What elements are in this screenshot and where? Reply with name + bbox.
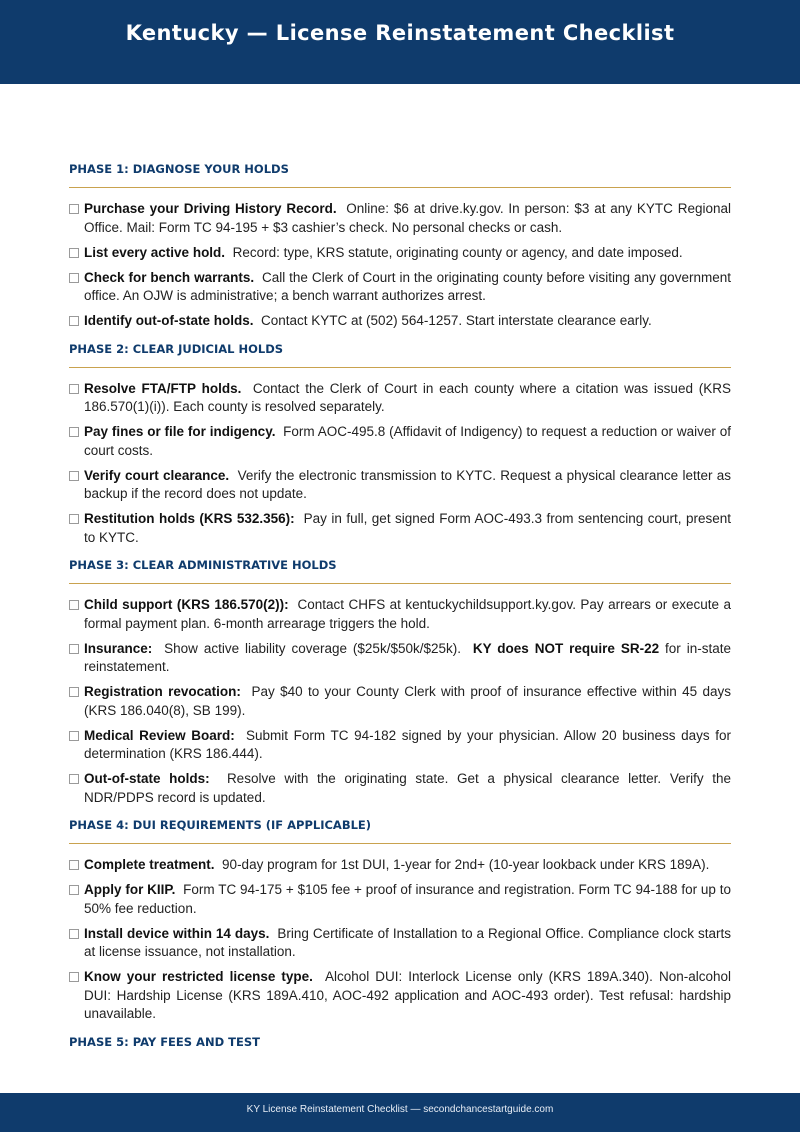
checklist-item xyxy=(69,640,731,677)
item-lead: Know your restricted license type. xyxy=(84,969,313,984)
checkbox[interactable] xyxy=(69,204,79,214)
checklist-item xyxy=(69,596,731,633)
item-lead: Apply for KIIP. xyxy=(84,882,176,897)
checklist-item xyxy=(69,925,731,962)
item-text-continued: for in-state reinstatement. xyxy=(84,640,731,674)
checklist-item xyxy=(69,200,731,237)
item-text: Alcohol DUI: Interlock License only (KRS 189A.340). Non-alcohol DUI: Hardship License (KRS 189A.410, AOC-492 application and AOC-493 order). Test refusal: hardship unavailable. xyxy=(84,969,731,1021)
checkbox[interactable] xyxy=(69,644,79,654)
item-lead: Identify out-of-state holds. xyxy=(84,313,254,328)
checklist-item xyxy=(69,380,731,417)
checklist-item xyxy=(69,423,731,460)
phase-section xyxy=(69,556,731,807)
phase-divider xyxy=(69,843,731,844)
checklist-item xyxy=(69,770,731,807)
item-lead: Out-of-state holds: xyxy=(84,771,210,786)
item-lead: Registration revocation: xyxy=(84,684,241,699)
checklist-item xyxy=(69,727,731,764)
checkbox[interactable] xyxy=(69,731,79,741)
item-text: Contact CHFS at kentuckychildsupport.ky.gov. Pay arrears or execute a formal payment plan. 6-month arrearage triggers the hold. xyxy=(84,597,731,631)
checklist-item xyxy=(69,968,731,1024)
item-lead: Resolve FTA/FTP holds. xyxy=(84,380,242,396)
phase-section xyxy=(69,816,731,1024)
footer-text: KY License Reinstatement Checklist — secondchancestartguide.com xyxy=(246,1104,554,1115)
checkbox[interactable] xyxy=(69,248,79,258)
checkbox[interactable] xyxy=(69,687,79,697)
item-lead: Purchase your Driving History Record. xyxy=(84,201,337,216)
checkbox[interactable] xyxy=(69,600,79,610)
checklist-item xyxy=(69,881,731,918)
checkbox[interactable] xyxy=(69,860,79,870)
checklist-item xyxy=(69,269,731,306)
item-text: Verify the electronic transmission to KYTC. Request a physical clearance letter as backup if the record does not update. xyxy=(84,467,731,501)
item-text: Call the Clerk of Court in the originating county before visiting any government office. An OJW is administrative; a bench warrant authorizes arrest. xyxy=(84,269,731,303)
item-text: Form AOC-495.8 (Affidavit of Indigency) to request a reduction or waiver of court costs. xyxy=(84,424,731,458)
page-footer xyxy=(0,1093,800,1132)
phase-divider xyxy=(69,187,731,188)
item-text: Show active liability coverage ($25k/$50k/$25k). xyxy=(164,640,461,656)
checklist-item xyxy=(69,312,731,331)
checkbox[interactable] xyxy=(69,471,79,481)
page-header xyxy=(0,0,800,84)
checklist-content xyxy=(69,160,731,1052)
checklist-item xyxy=(69,244,731,263)
item-text: Submit Form TC 94-182 signed by your physician. Allow 20 business days for determination (KRS 186.444). xyxy=(84,727,731,761)
item-text: Form TC 94-175 + $105 fee + proof of insurance and registration. Form TC 94-188 for up to 50% fee reduction. xyxy=(84,882,732,916)
item-text: Pay $40 to your County Clerk with proof of insurance effective within 45 days (KRS 186.040(8), SB 199). xyxy=(84,684,731,718)
checkbox[interactable] xyxy=(69,514,79,524)
checkbox[interactable] xyxy=(69,929,79,939)
item-lead: List every active hold. xyxy=(84,244,226,260)
checkbox[interactable] xyxy=(69,774,79,784)
phase-section xyxy=(69,340,731,548)
item-lead: Install device within 14 days. xyxy=(84,925,270,941)
checklist-item xyxy=(69,467,731,504)
item-lead: Pay fines or file for indigency. xyxy=(84,424,276,439)
checklist-item xyxy=(69,510,731,547)
phase-title: PHASE 1: DIAGNOSE YOUR HOLDS xyxy=(69,162,289,176)
item-lead: Medical Review Board: xyxy=(84,727,235,743)
phase-title: PHASE 4: DUI REQUIREMENTS (IF APPLICABLE) xyxy=(69,818,372,832)
phase-section xyxy=(69,1033,731,1052)
checklist-item xyxy=(69,856,731,875)
checklist-item xyxy=(69,683,731,720)
phase-title: PHASE 5: PAY FEES AND TEST xyxy=(69,1034,260,1049)
page-title: Kentucky — License Reinstatement Checklist xyxy=(125,21,675,45)
item-text: Pay in full, get signed Form AOC-493.3 from sentencing court, present to KYTC. xyxy=(84,511,731,545)
item-lead: Verify court clearance. xyxy=(84,467,230,483)
checkbox[interactable] xyxy=(69,885,79,895)
item-emphasis: KY does NOT require SR-22 xyxy=(472,640,660,656)
item-lead: Check for bench warrants. xyxy=(84,269,255,285)
item-text: Contact the Clerk of Court in each county where a citation was issued (KRS 186.570(1)(i)). Each county is resolved separately. xyxy=(84,380,731,414)
checkbox[interactable] xyxy=(69,384,79,394)
phase-divider xyxy=(69,583,731,584)
item-text: Contact KYTC at (502) 564-1257. Start interstate clearance early. xyxy=(261,313,652,328)
phase-title: PHASE 2: CLEAR JUDICIAL HOLDS xyxy=(69,341,284,356)
checkbox[interactable] xyxy=(69,316,79,326)
checkbox[interactable] xyxy=(69,427,79,437)
item-lead: Restitution holds (KRS 532.356): xyxy=(84,511,295,526)
item-lead: Complete treatment. xyxy=(84,857,215,872)
phase-title: PHASE 3: CLEAR ADMINISTRATIVE HOLDS xyxy=(69,558,337,572)
item-text: Bring Certificate of Installation to a Regional Office. Compliance clock starts at license issuance, not installation. xyxy=(84,925,731,959)
item-text: 90-day program for 1st DUI, 1-year for 2nd+ (10-year lookback under KRS 189A). xyxy=(222,857,710,872)
item-lead: Child support (KRS 186.570(2)): xyxy=(84,597,289,612)
item-text: Online: $6 at drive.ky.gov. In person: $3 at any KYTC Regional Office. Mail: Form TC 94-195 + $3 cashier’s check. No personal checks or cash. xyxy=(84,201,731,235)
checkbox[interactable] xyxy=(69,273,79,283)
checkbox[interactable] xyxy=(69,972,79,982)
item-text: Record: type, KRS statute, originating county or agency, and date imposed. xyxy=(232,244,683,260)
phase-section xyxy=(69,160,731,331)
phase-divider xyxy=(69,367,731,368)
item-text: Resolve with the originating state. Get a physical clearance letter. Verify the NDR/PDPS record is updated. xyxy=(84,771,731,805)
item-lead: Insurance: xyxy=(84,640,153,656)
